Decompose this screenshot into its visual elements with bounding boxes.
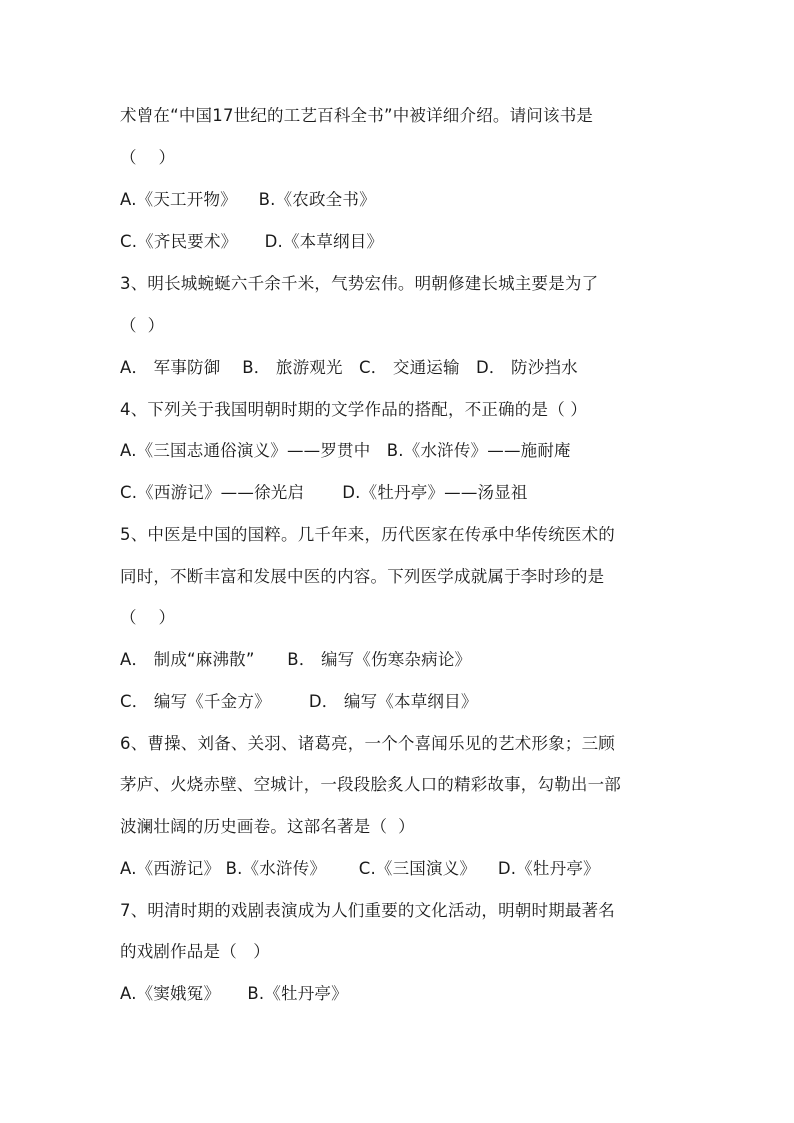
question-6-options: A.《西游记》 B.《水浒传》 C.《三国演义》 D.《牡丹亭》 xyxy=(120,859,600,878)
question-4-options-ab: A.《三国志通俗演义》——罗贯中 B.《水浒传》——施耐庵 xyxy=(120,441,571,460)
question-3-stem: 3、明长城蜿蜒六千余千米，气势宏伟。明朝修建长城主要是为了 xyxy=(120,274,599,293)
question-7-options-ab: A.《窦娥冤》 B.《牡丹亭》 xyxy=(120,984,348,1003)
question-5-stem-line-1: 5、中医是中国的国粹。几千年来，历代医家在传承中华传统医术的 xyxy=(120,525,615,544)
question-2-answer-blank: （ ） xyxy=(120,148,176,167)
question-4-stem: 4、下列关于我国明朝时期的文学作品的搭配，不正确的是（ ） xyxy=(120,400,588,419)
question-6-stem-line-1: 6、曹操、刘备、关羽、诸葛亮，一个个喜闻乐见的艺术形象；三顾 xyxy=(120,734,615,753)
question-7-stem-line-1: 7、明清时期的戏剧表演成为人们重要的文化活动，明朝时期最著名 xyxy=(120,901,615,920)
question-5-options-cd: C． 编写《千金方》 D． 编写《本草纲目》 xyxy=(120,692,478,711)
question-7-stem-line-2: 的戏剧作品是（ ） xyxy=(120,942,270,961)
question-5-stem-line-2: 同时，不断丰富和发展中医的内容。下列医学成就属于李时珍的是 xyxy=(120,567,605,586)
question-4-options-cd: C.《西游记》——徐光启 D.《牡丹亭》——汤显祖 xyxy=(120,483,528,502)
question-5-options-ab: A． 制成“麻沸散” B． 编写《伤寒杂病论》 xyxy=(120,650,472,669)
question-2-options-cd: C.《齐民要术》 D.《本草纲目》 xyxy=(120,232,384,251)
question-3-answer-blank: （ ） xyxy=(120,316,165,335)
question-6-stem-line-3: 波澜壮阔的历史画卷。这部名著是（ ） xyxy=(120,817,415,836)
question-5-answer-blank: （ ） xyxy=(120,608,176,627)
question-2-options-ab: A.《天工开物》 B.《农政全书》 xyxy=(120,190,376,209)
question-2-stem-line: 术曾在“中国17世纪的工艺百科全书”中被详细介绍。请问该书是 xyxy=(120,106,594,125)
question-3-options: A． 军事防御 B． 旅游观光 C． 交通运输 D． 防沙挡水 xyxy=(120,358,578,377)
question-6-stem-line-2: 茅庐、火烧赤壁、空城计，一段段脍炙人口的精彩故事，勾勒出一部 xyxy=(120,775,621,794)
